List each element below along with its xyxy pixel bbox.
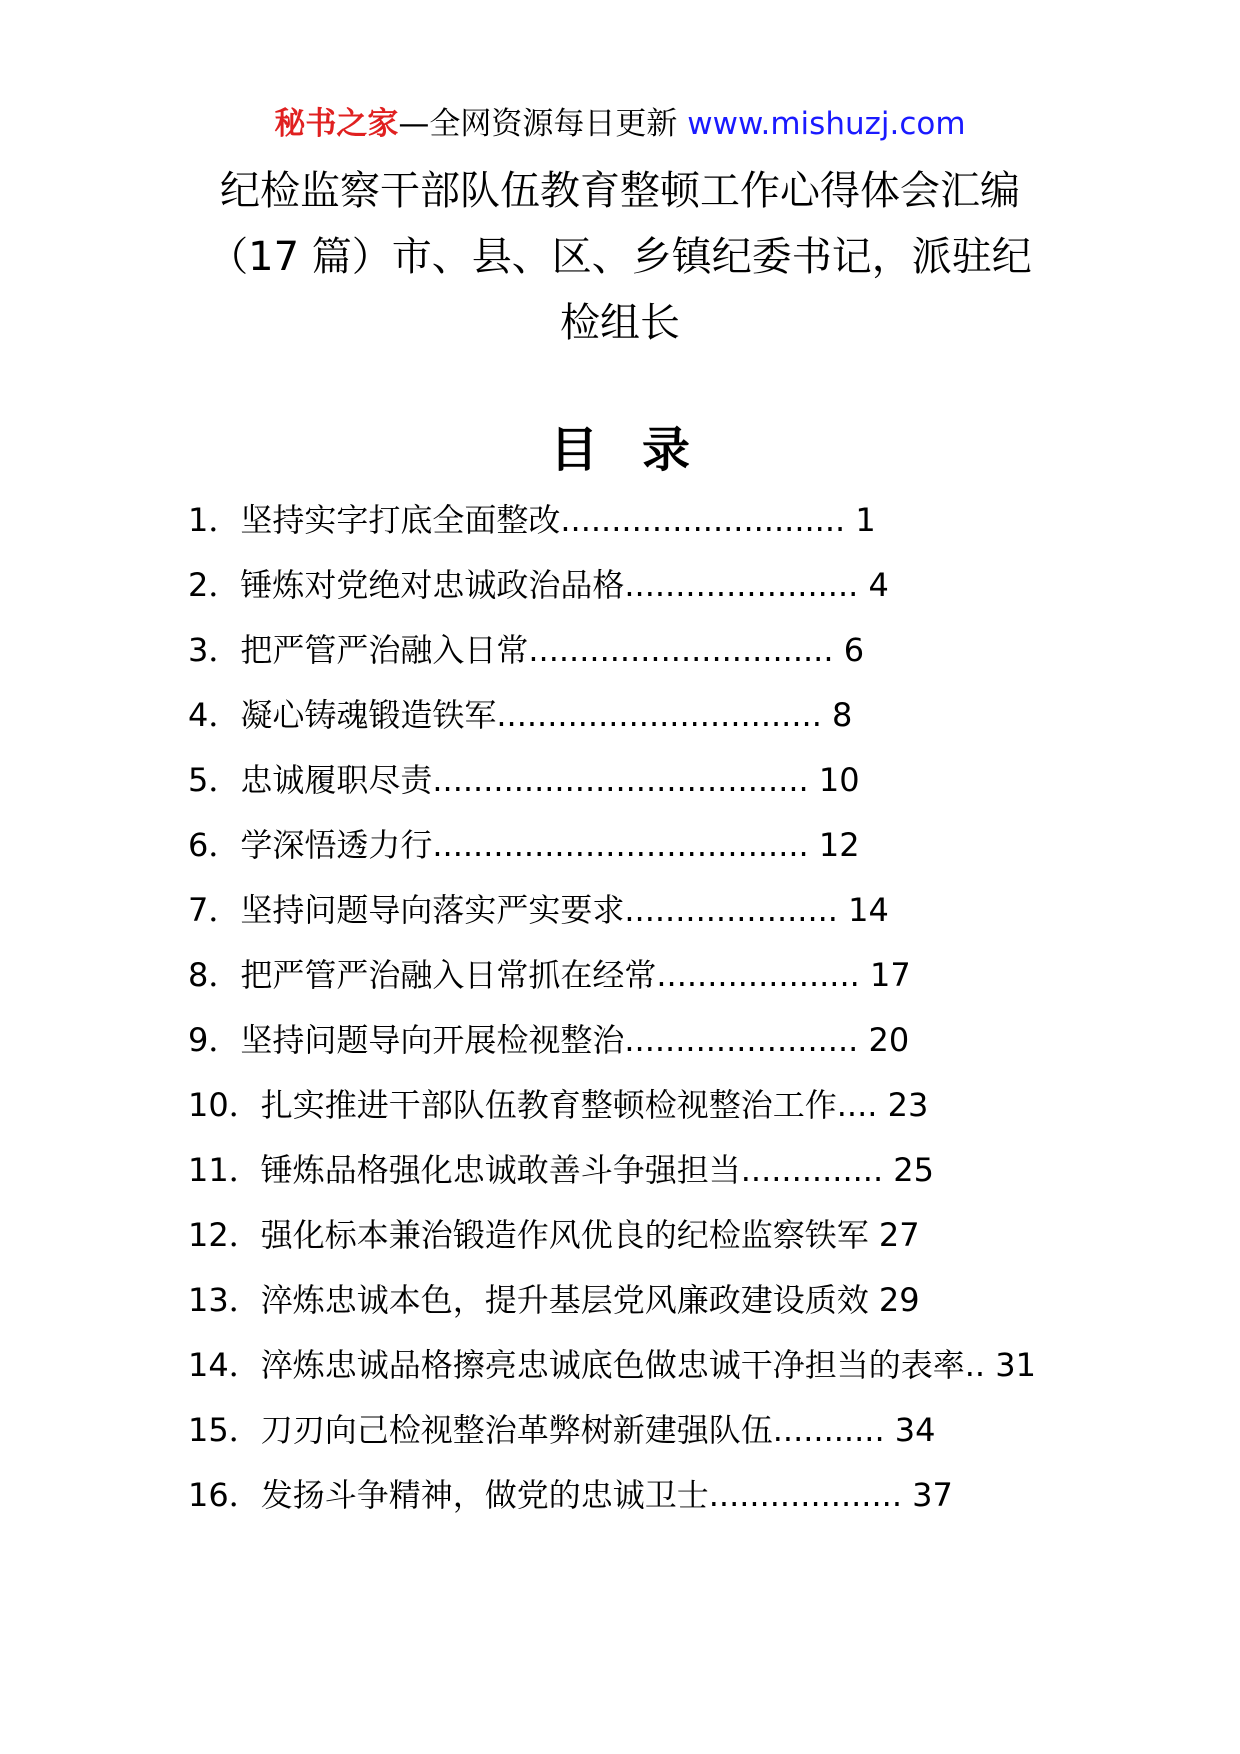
- toc-entry[interactable]: 8．把严管严治融入日常抓在经常.................... 17: [188, 956, 911, 994]
- toc-entry[interactable]: 5．忠诚履职尽责..................................... 10: [188, 761, 860, 799]
- banner-slogan: —全网资源每日更新: [398, 106, 688, 142]
- toc-entry[interactable]: 7．坚持问题导向落实严实要求..................... 14: [188, 891, 889, 929]
- banner-brand: 秘书之家: [274, 106, 399, 142]
- toc-entry[interactable]: 2．锤炼对党绝对忠诚政治品格....................... 4: [188, 566, 889, 604]
- toc-heading: 目录: [549, 422, 734, 478]
- document-title-line: 检组长: [560, 300, 680, 346]
- toc-entry[interactable]: 10．扎实推进干部队伍教育整顿检视整治工作.... 23: [188, 1086, 929, 1124]
- toc-entry[interactable]: 6．学深悟透力行..................................... 12: [188, 826, 860, 864]
- document-title-line: （17 篇）市、县、区、乡镇纪委书记，派驻纪: [208, 234, 1032, 280]
- toc-entry[interactable]: 4．凝心铸魂锻造铁军................................ 8: [188, 696, 853, 734]
- banner-url-link[interactable]: www.mishuzj.com: [687, 106, 966, 142]
- toc-entry[interactable]: 9．坚持问题导向开展检视整治....................... 20: [188, 1021, 910, 1059]
- table-of-contents: [188, 488, 1068, 1528]
- toc-entry[interactable]: 14．淬炼忠诚品格擦亮忠诚底色做忠诚干净担当的表率.. 31: [188, 1346, 1036, 1384]
- toc-entry[interactable]: 15．刀刃向己检视整治革弊树新建强队伍........... 34: [188, 1411, 936, 1449]
- toc-entry[interactable]: 11．锤炼品格强化忠诚敢善斗争强担当.............. 25: [188, 1151, 935, 1189]
- toc-entry[interactable]: 3．把严管严治融入日常.............................. 6: [188, 631, 865, 669]
- site-banner: [0, 102, 1240, 146]
- toc-entry[interactable]: 1．坚持实字打底全面整改............................ 1: [188, 501, 876, 539]
- document-title-line: 纪检监察干部队伍教育整顿工作心得体会汇编: [220, 168, 1020, 214]
- toc-entry[interactable]: 13．淬炼忠诚本色，提升基层党风廉政建设质效 29: [188, 1281, 920, 1319]
- document-title: [190, 158, 1050, 356]
- toc-entry[interactable]: 12．强化标本兼治锻造作风优良的纪检监察铁军 27: [188, 1216, 920, 1254]
- toc-entry[interactable]: 16．发扬斗争精神，做党的忠诚卫士................... 37: [188, 1476, 953, 1514]
